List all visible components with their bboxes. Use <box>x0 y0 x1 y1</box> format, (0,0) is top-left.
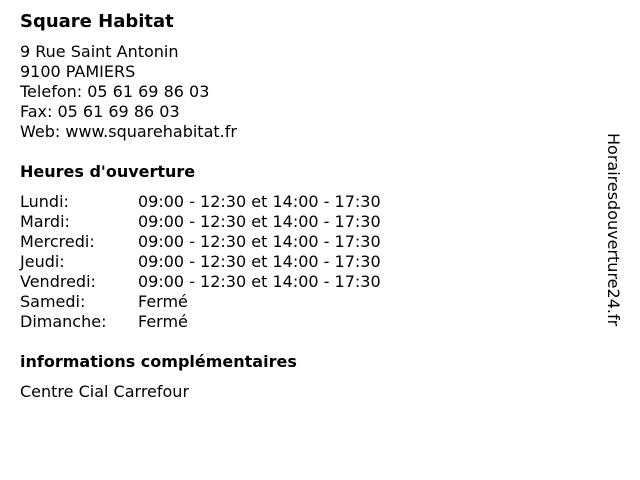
additional-info-title: informations complémentaires <box>20 352 297 371</box>
fax-number: Fax: 05 61 69 86 03 <box>20 102 180 121</box>
hours-row-wednesday <box>20 232 600 252</box>
website-address: Web: www.squarehabitat.fr <box>20 122 237 141</box>
time-range: Fermé <box>138 312 188 331</box>
day-label: Mardi: <box>20 212 70 231</box>
phone-number: Telefon: 05 61 69 86 03 <box>20 82 210 101</box>
day-label: Mercredi: <box>20 232 95 251</box>
hours-row-saturday <box>20 292 600 312</box>
site-watermark: Horairesdouverture24.fr <box>604 133 623 327</box>
hours-row-monday <box>20 192 600 212</box>
hours-row-sunday <box>20 312 600 332</box>
time-range: 09:00 - 12:30 et 14:00 - 17:30 <box>138 192 381 211</box>
address-line-2: 9100 PAMIERS <box>20 62 136 81</box>
time-range: 09:00 - 12:30 et 14:00 - 17:30 <box>138 212 381 231</box>
day-label: Vendredi: <box>20 272 96 291</box>
address-line-1: 9 Rue Saint Antonin <box>20 42 179 61</box>
time-range: 09:00 - 12:30 et 14:00 - 17:30 <box>138 252 381 271</box>
hours-row-thursday <box>20 252 600 272</box>
hours-row-tuesday <box>20 212 600 232</box>
opening-hours-table <box>20 192 600 332</box>
day-label: Samedi: <box>20 292 86 311</box>
day-label: Jeudi: <box>20 252 65 271</box>
business-info-panel <box>20 10 600 402</box>
hours-row-friday <box>20 272 600 292</box>
time-range: 09:00 - 12:30 et 14:00 - 17:30 <box>138 232 381 251</box>
time-range: 09:00 - 12:30 et 14:00 - 17:30 <box>138 272 381 291</box>
business-name: Square Habitat <box>20 11 174 32</box>
day-label: Lundi: <box>20 192 69 211</box>
day-label: Dimanche: <box>20 312 107 331</box>
time-range: Fermé <box>138 292 188 311</box>
opening-hours-title: Heures d'ouverture <box>20 162 196 181</box>
additional-info-text: Centre Cial Carrefour <box>20 382 190 401</box>
